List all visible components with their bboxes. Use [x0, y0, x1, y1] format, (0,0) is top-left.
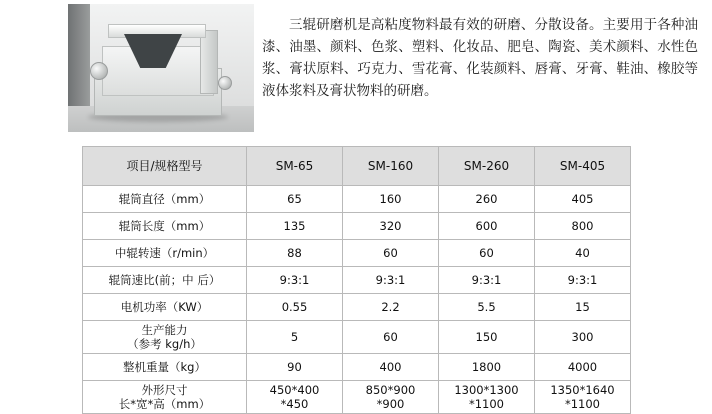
cell-value: 60: [343, 240, 439, 267]
cell-value: [439, 381, 535, 414]
cell-value-line2: *900: [376, 397, 405, 411]
cell-value: 400: [343, 354, 439, 381]
row-label: [83, 321, 247, 354]
cell-value: 0.55: [247, 294, 343, 321]
table-header-row: [83, 147, 631, 186]
specification-table: [82, 146, 630, 414]
cell-value: 1800: [439, 354, 535, 381]
cell-value: 405: [535, 186, 631, 213]
machine-knob: [218, 76, 232, 90]
cell-value: 88: [247, 240, 343, 267]
table-row: [83, 186, 631, 213]
table-row: [83, 294, 631, 321]
row-label: 辊筒长度（mm）: [83, 213, 247, 240]
cell-value: 4000: [535, 354, 631, 381]
cell-value: 600: [439, 213, 535, 240]
cell-value: 40: [535, 240, 631, 267]
header-cell-sm160: SM-160: [343, 147, 439, 186]
table-row: [83, 240, 631, 267]
row-label: 辊筒速比(前；中 后）: [83, 267, 247, 294]
cell-value: 65: [247, 186, 343, 213]
table-row: [83, 354, 631, 381]
cell-value-line1: 450*400: [269, 383, 320, 397]
row-label-line2: （参考 kg/h）: [127, 337, 202, 351]
table-row: [83, 321, 631, 354]
cell-value-line1: 1350*1640: [550, 383, 615, 397]
row-label-line1: 外形尺寸: [141, 383, 188, 397]
cell-value: 260: [439, 186, 535, 213]
header-cell-sm260: SM-260: [439, 147, 535, 186]
intro-paragraph: 三辊研磨机是高粘度物料最有效的研磨、分散设备。主要用于各种油漆、油墨、颜料、色浆、塑料、化妆品、肥皂、陶瓷、美术颜料、水性色浆、膏状原料、巧克力、雪花膏、化装颜料、唇膏、牙膏、鞋油、橡胶等液体浆料及膏状物料的研磨。: [262, 17, 698, 99]
cell-value: 9:3:1: [247, 267, 343, 294]
cell-value-line1: 850*900: [365, 383, 416, 397]
machine-arm: [200, 30, 218, 94]
row-label-line2: 长*宽*高（mm）: [118, 397, 211, 411]
table-row: [83, 381, 631, 414]
cell-value: 60: [343, 321, 439, 354]
three-roll-mill-photo: [68, 4, 254, 132]
cell-value-line2: *1100: [564, 397, 601, 411]
table-row: [83, 267, 631, 294]
cell-value: 160: [343, 186, 439, 213]
row-label: 电机功率（KW）: [83, 294, 247, 321]
header-cell-sm405: SM-405: [535, 147, 631, 186]
table-row: [83, 213, 631, 240]
row-label-line1: 生产能力: [141, 323, 188, 337]
cell-value: 300: [535, 321, 631, 354]
row-label: 辊筒直径（mm）: [83, 186, 247, 213]
cell-value: [247, 381, 343, 414]
cell-value: 15: [535, 294, 631, 321]
cell-value: 800: [535, 213, 631, 240]
top-section: [0, 0, 712, 140]
cell-value: 5.5: [439, 294, 535, 321]
cell-value: 150: [439, 321, 535, 354]
row-label: 中辊转速（r/min）: [83, 240, 247, 267]
machine-handwheel: [90, 62, 108, 80]
cell-value-line2: *450: [280, 397, 309, 411]
cell-value: 9:3:1: [343, 267, 439, 294]
cell-value-line1: 1300*1300: [454, 383, 519, 397]
cell-value: [343, 381, 439, 414]
row-label: [83, 381, 247, 414]
cell-value: 135: [247, 213, 343, 240]
cell-value: 9:3:1: [535, 267, 631, 294]
header-cell-sm65: SM-65: [247, 147, 343, 186]
cell-value: 90: [247, 354, 343, 381]
cell-value-line2: *1100: [468, 397, 505, 411]
header-cell-model: 项目/规格型号: [83, 147, 247, 186]
cell-value: 9:3:1: [439, 267, 535, 294]
row-label: 整机重量（kg）: [83, 354, 247, 381]
cell-value: 5: [247, 321, 343, 354]
cell-value: 320: [343, 213, 439, 240]
cell-value: 60: [439, 240, 535, 267]
cell-value: 2.2: [343, 294, 439, 321]
cell-value: [535, 381, 631, 414]
